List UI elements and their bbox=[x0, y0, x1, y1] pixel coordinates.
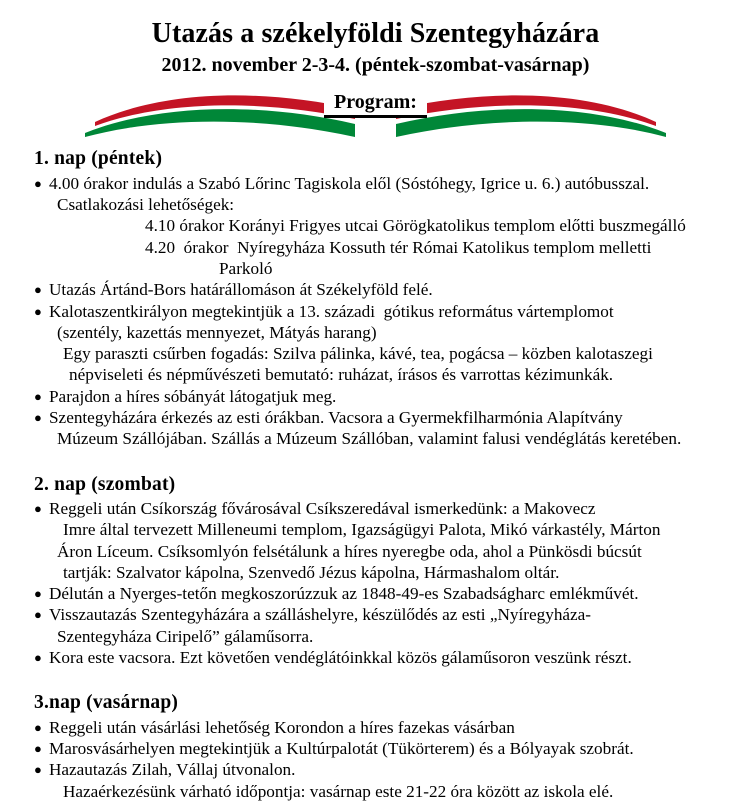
page-subtitle: 2012. november 2-3-4. (péntek-szombat-vasárnap) bbox=[161, 54, 590, 77]
list-item bbox=[34, 604, 737, 647]
list-item-line: Csatlakozási lehetőségek: bbox=[57, 195, 235, 215]
bullet-icon: ● bbox=[34, 650, 42, 666]
program-label bbox=[0, 91, 751, 118]
list-item-line: (szentély, kazettás mennyezet, Mátyás harang) bbox=[57, 322, 377, 342]
program-body bbox=[0, 141, 751, 802]
list-item-line: Áron Líceum. Csíksomlyón felsétálunk a híres nyeregbe oda, ahol a Pünkösdi búcsút bbox=[57, 541, 642, 561]
bullet-icon: ● bbox=[34, 719, 42, 735]
day-item-list bbox=[34, 717, 737, 802]
list-item-line: Utazás Ártánd-Bors határállomáson át Székelyföld felé. bbox=[49, 280, 433, 300]
day-block bbox=[34, 691, 737, 802]
bullet-icon: ● bbox=[34, 282, 42, 298]
day-heading: 3.nap (vasárnap) bbox=[34, 692, 179, 714]
bullet-icon: ● bbox=[34, 303, 42, 319]
bullet-icon: ● bbox=[34, 501, 42, 516]
day-heading: 2. nap (szombat) bbox=[34, 473, 176, 495]
list-item bbox=[34, 386, 737, 407]
list-item-line: Kora este vacsora. Ezt követően vendéglátóinkkal közös gálaműsoron veszünk részt. bbox=[49, 648, 632, 668]
bullet-icon: ● bbox=[34, 586, 42, 602]
program-label-text: Program: bbox=[324, 91, 427, 118]
list-item bbox=[34, 279, 737, 300]
list-item-line: tartják: Szalvator kápolna, Szenvedő Jézus kápolna, Hármashalom oltár. bbox=[63, 562, 560, 582]
list-item-line: Hazautazás Zilah, Vállaj útvonalon. bbox=[49, 760, 296, 780]
decorative-ribbon-band bbox=[0, 85, 751, 141]
bullet-icon: ● bbox=[34, 410, 42, 426]
bullet-icon: ● bbox=[34, 607, 42, 623]
list-item bbox=[34, 173, 737, 279]
list-item-line: Visszautazás Szentegyházára a szálláshelyre, készülődés az esti „Nyíregyháza- bbox=[49, 605, 592, 625]
day-block bbox=[34, 473, 737, 669]
list-item bbox=[34, 407, 737, 450]
list-item-line: Múzeum Szállójában. Szállás a Múzeum Szállóban, valamint falusi vendéglátás keretében. bbox=[57, 429, 682, 449]
bullet-icon: ● bbox=[34, 175, 42, 191]
list-item-line: Szentegyháza Ciripelő” gálaműsorra. bbox=[57, 626, 314, 646]
list-item-line: Marosvásárhelyen megtekintjük a Kultúrpalotát (Tükörterem) és a Bólyayak szobrát. bbox=[49, 739, 634, 759]
list-item bbox=[34, 647, 737, 668]
page-title: Utazás a székelyföldi Szentegyházára bbox=[151, 18, 600, 49]
day-item-list bbox=[34, 173, 737, 450]
bullet-icon: ● bbox=[34, 388, 42, 404]
list-item-line: 4.10 órakor Korányi Frigyes utcai Görögkatolikus templom előtti buszmegálló bbox=[145, 216, 686, 236]
list-item bbox=[34, 301, 737, 386]
list-item-line: Délután a Nyerges-tetőn megkoszorúzzuk az 1848-49-es Szabadságharc emlékművét. bbox=[49, 584, 639, 604]
day-block bbox=[34, 147, 737, 449]
day-heading: 1. nap (péntek) bbox=[34, 148, 163, 170]
list-item-line: Kalotaszentkirályon megtekintjük a 13. századi gótikus református vártemplomot bbox=[49, 301, 614, 321]
list-item-line: 4.20 órakor Nyíregyháza Kossuth tér Római Katolikus templom melletti bbox=[145, 237, 652, 257]
list-item-line: Reggeli után vásárlási lehetőség Korondon a híres fazekas vásárban bbox=[49, 717, 515, 737]
list-item-line: Parkoló bbox=[219, 258, 273, 278]
list-item-line: Szentegyházára érkezés az esti órákban. Vacsora a Gyermekfilharmónia Alapítvány bbox=[49, 408, 623, 428]
list-item-line: népviseleti és népművészeti bemutató: ruházat, írásos és varrottas kézimunkák. bbox=[69, 365, 614, 385]
list-item-line: Parajdon a híres sóbányát látogatjuk meg. bbox=[49, 386, 337, 406]
list-item-line: Imre által tervezett Milleneumi templom, Igazságügyi Palota, Mikó várkastély, Márton bbox=[63, 520, 661, 540]
bullet-icon: ● bbox=[34, 741, 42, 757]
list-item bbox=[34, 498, 737, 583]
list-item bbox=[34, 717, 737, 738]
list-item-line: Egy paraszti csűrben fogadás: Szilva pálinka, kávé, tea, pogácsa – közben kalotaszegi bbox=[63, 344, 653, 364]
list-item-line: Reggeli után Csíkország fővárosával Csíkszeredával ismerkedünk: a Makovecz bbox=[49, 499, 596, 518]
day-item-list bbox=[34, 498, 737, 668]
list-item-line: Hazaérkezésünk várható időpontja: vasárnap este 21-22 óra között az iskola elé. bbox=[63, 781, 614, 801]
bullet-icon: ● bbox=[34, 762, 42, 778]
list-item-line: 4.00 órakor indulás a Szabó Lőrinc Tagiskola elől (Sóstóhegy, Igrice u. 6.) autóbusszal. bbox=[49, 173, 650, 193]
list-item bbox=[34, 738, 737, 759]
list-item bbox=[34, 583, 737, 604]
document-header bbox=[0, 0, 751, 77]
list-item bbox=[34, 759, 737, 802]
